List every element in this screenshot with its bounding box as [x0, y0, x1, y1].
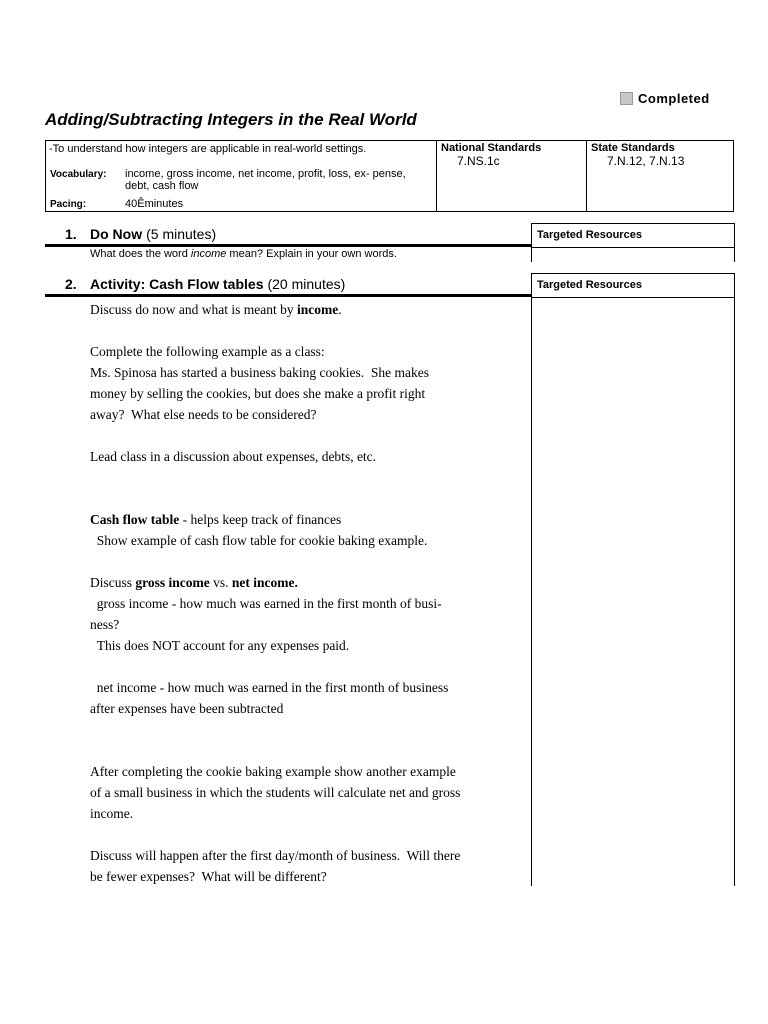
- completed-label: Completed: [638, 91, 710, 106]
- paragraph: be fewer expenses? What will be different?: [90, 869, 327, 884]
- section-name: Do Now: [90, 226, 143, 242]
- section-number: 2.: [65, 276, 77, 292]
- paragraph: income.: [90, 806, 134, 821]
- state-standards-value: 7.N.12, 7.N.13: [607, 154, 685, 168]
- section-duration: (20 minutes): [267, 276, 346, 292]
- section-activity-heading: [65, 276, 345, 292]
- objective-text: -To understand how integers are applicable in real-world settings.: [49, 143, 367, 155]
- prompt-emphasis: income: [190, 248, 227, 260]
- completed-checkbox[interactable]: [620, 92, 633, 105]
- lesson-header-table: [45, 140, 734, 212]
- paragraph: after expenses have been subtracted: [90, 701, 284, 716]
- paragraph: Lead class in a discussion about expenses, debts, etc.: [90, 449, 377, 464]
- targeted-resources-label: Targeted Resources: [537, 279, 642, 291]
- resources-border: [531, 248, 532, 262]
- paragraph: Discuss will happen after the first day/month of business. Will there: [90, 848, 461, 863]
- resources-border: [734, 298, 735, 886]
- lesson-info-cell: [46, 141, 437, 211]
- national-standards-cell: [437, 141, 587, 211]
- targeted-resources-box: [531, 273, 735, 298]
- pacing-label: Pacing:: [50, 199, 87, 210]
- state-standards-cell: [587, 141, 733, 211]
- vocabulary-label: Vocabulary:: [50, 169, 107, 180]
- section-number: 1.: [65, 226, 77, 242]
- section-duration: (5 minutes): [146, 226, 217, 242]
- paragraph: Discuss do now and what is meant by income.: [90, 302, 342, 317]
- completed-status[interactable]: [620, 91, 710, 106]
- paragraph: After completing the cookie baking example show another example: [90, 764, 456, 779]
- pacing-text: 40Êminutes: [125, 198, 184, 210]
- paragraph: net income - how much was earned in the first month of business: [90, 680, 449, 695]
- paragraph: gross income - how much was earned in the first month of busi-: [90, 596, 442, 611]
- paragraph: Ms. Spinosa has started a business baking cookies. She makes: [90, 365, 429, 380]
- paragraph: Show example of cash flow table for cookie baking example.: [90, 533, 428, 548]
- resources-border: [531, 298, 532, 886]
- activity-body: [90, 299, 520, 887]
- section-divider: [45, 244, 531, 247]
- section-do-now-heading: [65, 226, 216, 242]
- paragraph: of a small business in which the students will calculate net and gross: [90, 785, 461, 800]
- paragraph: Cash flow table - helps keep track of finances: [90, 512, 342, 527]
- do-now-prompt: What does the word income mean? Explain in your own words.: [90, 248, 397, 260]
- targeted-resources-box: [531, 223, 735, 248]
- resources-border: [734, 248, 735, 262]
- paragraph: away? What else needs to be considered?: [90, 407, 317, 422]
- national-standards-value: 7.NS.1c: [457, 154, 500, 168]
- paragraph: This does NOT account for any expenses paid.: [90, 638, 350, 653]
- vocabulary-text: income, gross income, net income, profit, loss, ex- pense, debt, cash flow: [125, 168, 406, 192]
- state-standards-label: State Standards: [591, 142, 675, 154]
- paragraph: Complete the following example as a class:: [90, 344, 325, 359]
- paragraph: Discuss gross income vs. net income.: [90, 575, 298, 590]
- section-name: Activity: Cash Flow tables: [90, 276, 264, 292]
- national-standards-label: National Standards: [441, 142, 542, 154]
- targeted-resources-label: Targeted Resources: [537, 229, 642, 241]
- paragraph: ness?: [90, 617, 120, 632]
- page-title: Adding/Subtracting Integers in the Real World: [45, 110, 417, 129]
- paragraph: money by selling the cookies, but does she make a profit right: [90, 386, 426, 401]
- section-divider: [45, 294, 531, 297]
